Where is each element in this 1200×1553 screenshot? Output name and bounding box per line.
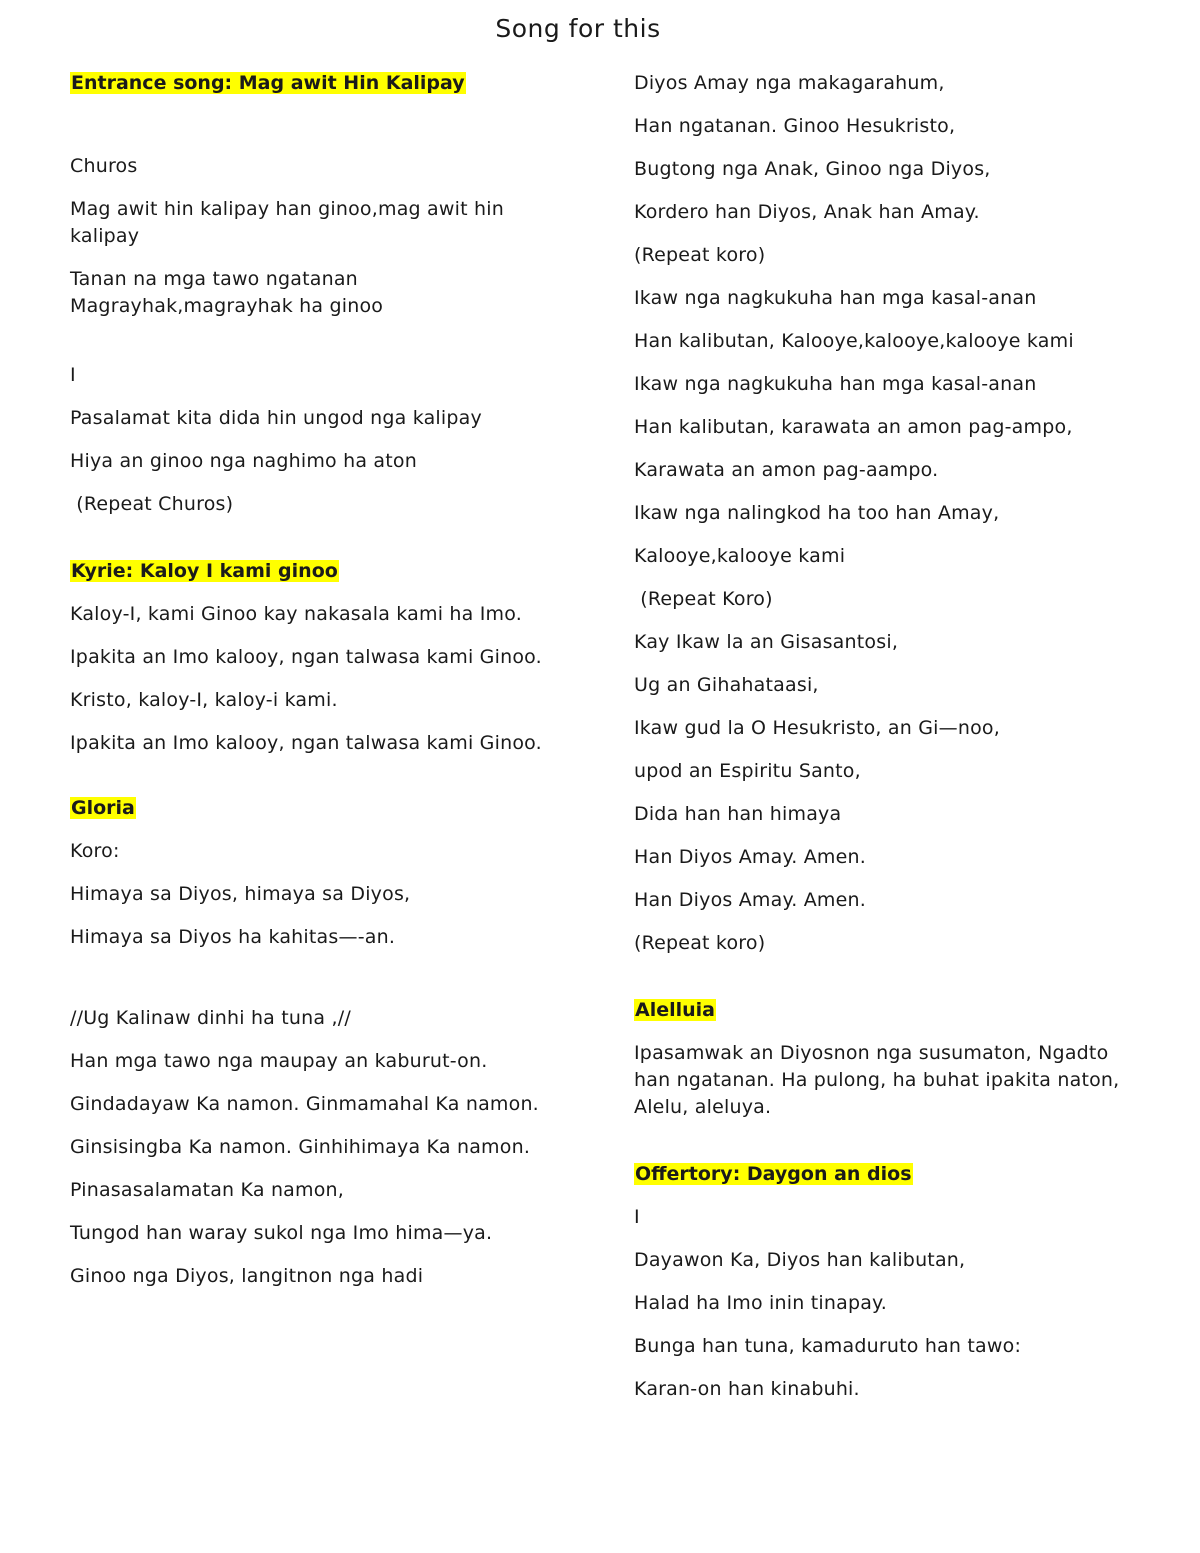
lyric-line: Ikaw gud la O Hesukristo, an Gi—noo, (634, 717, 1000, 739)
alleluia-text: Ipasamwak an Diyosnon nga susumaton, Ngadto han ngatanan. Ha pulong, ha buhat ipakita naton, Alelu, aleluya. (634, 1042, 1120, 1118)
page-title: Song for this (495, 14, 661, 43)
lyric-line: Han kalibutan, karawata an amon pag-ampo, (634, 416, 1073, 438)
repeat-note: (Repeat Churos) (70, 493, 234, 515)
left-column (70, 70, 560, 1306)
gloria-heading: Gloria (71, 797, 135, 819)
lyric-line: Ug an Gihahataasi, (634, 674, 819, 696)
lyric-line: Han mga tawo nga maupay an kaburut-on. (70, 1050, 488, 1072)
kyrie-heading: Kyrie: Kaloy I kami ginoo (71, 560, 338, 582)
lyric-line: Hiya an ginoo nga naghimo ha aton (70, 450, 417, 472)
verse-number: I (70, 364, 76, 386)
lyric-line: Pasalamat kita dida hin ungod nga kalipay (70, 407, 482, 429)
lyric-line: Diyos Amay nga makagarahum, (634, 72, 945, 94)
lyric-line: Koro: (70, 840, 120, 862)
lyric-line: Ikaw nga nagkukuha han mga kasal-anan (634, 373, 1037, 395)
repeat-note: (Repeat Koro) (634, 588, 773, 610)
lyric-line: Han Diyos Amay. Amen. (634, 889, 866, 911)
lyric-line: Mag awit hin kalipay han ginoo,mag awit hin kalipay (70, 198, 504, 247)
lyric-line: Ikaw nga nagkukuha han mga kasal-anan (634, 287, 1037, 309)
offertory-heading: Offertory: Daygon an dios (635, 1163, 912, 1185)
lyric-line: Tanan na mga tawo ngatanan Magrayhak,magrayhak ha ginoo (70, 268, 384, 317)
lyric-line: Bugtong nga Anak, Ginoo nga Diyos, (634, 158, 991, 180)
lyric-line: Karan-on han kinabuhi. (634, 1378, 860, 1400)
lyric-line: Kristo, kaloy-I, kaloy-i kami. (70, 689, 338, 711)
lyric-line: Han Diyos Amay. Amen. (634, 846, 866, 868)
lyric-line: Ipakita an Imo kalooy, ngan talwasa kami Ginoo. (70, 646, 542, 668)
lyric-line: Karawata an amon pag-aampo. (634, 459, 939, 481)
verse-number: I (634, 1206, 640, 1228)
lyric-line: Himaya sa Diyos, himaya sa Diyos, (70, 883, 411, 905)
lyric-line: Ipakita an Imo kalooy, ngan talwasa kami Ginoo. (70, 732, 542, 754)
lyric-line: Himaya sa Diyos ha kahitas—-an. (70, 926, 396, 948)
lyric-line: Ikaw nga nalingkod ha too han Amay, (634, 502, 1000, 524)
lyric-line: Kalooye,kalooye kami (634, 545, 846, 567)
lyric-line: Churos (70, 155, 138, 177)
lyric-line: Kaloy-I, kami Ginoo kay nakasala kami ha Imo. (70, 603, 522, 625)
right-column (634, 70, 1134, 1419)
lyric-line: Kay Ikaw la an Gisasantosi, (634, 631, 899, 653)
lyric-line: Dayawon Ka, Diyos han kalibutan, (634, 1249, 966, 1271)
lyric-line: Dida han han himaya (634, 803, 842, 825)
lyric-line: Tungod han waray sukol nga Imo hima—ya. (70, 1222, 493, 1244)
lyric-line: //Ug Kalinaw dinhi ha tuna ,// (70, 1007, 351, 1029)
lyric-line: Han kalibutan, Kalooye,kalooye,kalooye kami (634, 330, 1074, 352)
lyric-line: Gindadayaw Ka namon. Ginmamahal Ka namon. (70, 1093, 539, 1115)
lyric-line: Bunga han tuna, kamaduruto han tawo: (634, 1335, 1022, 1357)
repeat-note: (Repeat koro) (634, 244, 766, 266)
repeat-note: (Repeat koro) (634, 932, 766, 954)
lyric-line: Han ngatanan. Ginoo Hesukristo, (634, 115, 956, 137)
entrance-heading: Entrance song: Mag awit Hin Kalipay (71, 72, 465, 94)
lyric-line: Ginoo nga Diyos, langitnon nga hadi (70, 1265, 424, 1287)
lyric-line: upod an Espiritu Santo, (634, 760, 861, 782)
lyric-line: Kordero han Diyos, Anak han Amay. (634, 201, 980, 223)
lyric-line: Pinasasalamatan Ka namon, (70, 1179, 345, 1201)
lyric-line: Halad ha Imo inin tinapay. (634, 1292, 888, 1314)
lyric-line: Ginsisingba Ka namon. Ginhihimaya Ka namon. (70, 1136, 531, 1158)
alleluia-heading: Alelluia (635, 999, 715, 1021)
